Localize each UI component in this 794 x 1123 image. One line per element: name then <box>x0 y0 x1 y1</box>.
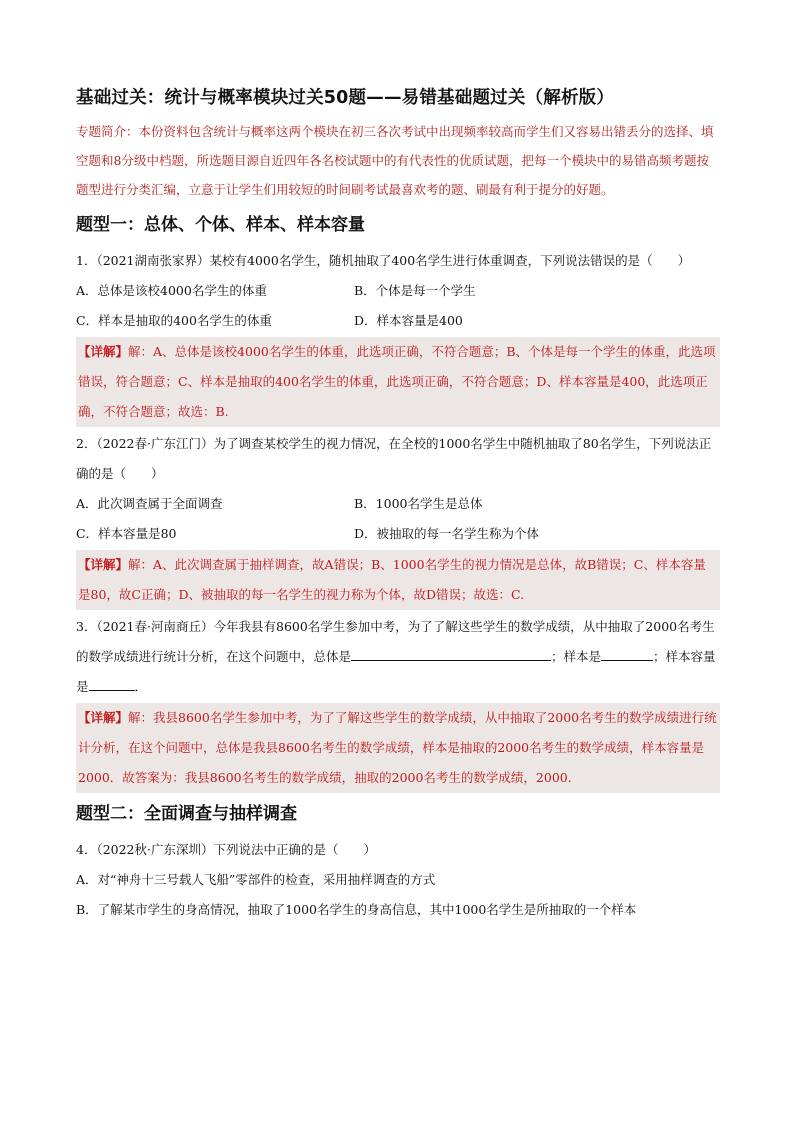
section-heading-2: 题型二：全面调查与抽样调查 <box>76 804 297 824</box>
q3-stem-part-c: ；样本容量是 <box>76 649 716 694</box>
fill-blank-population <box>351 646 551 661</box>
answer-text: 解：A、此次调查属于抽样调查，故A错误；B、1000名学生的视力情况是总体，故B错误；C、样本容量是80，故C正确；D、被抽取的每一名学生的视力称为个体，故D错误；故选：C. <box>78 557 706 602</box>
q1-option-a: A．总体是该校4000名学生的体重 <box>76 283 267 298</box>
fill-blank-sample <box>601 646 653 661</box>
question-1-answer <box>76 337 720 427</box>
answer-text: 解：A、总体是该校4000名学生的体重，此选项正确，不符合题意；B、个体是每一个学生的体重，此选项错误，符合题意；C、样本是抽取的400名学生的体重，此选项正确，不符合题意；D、样本容量是400，此选项正确，不符合题意；故选：B. <box>78 344 716 419</box>
q1-option-d: D．样本容量是400 <box>354 313 463 328</box>
q2-option-b: B．1000名学生是总体 <box>354 496 483 511</box>
question-3-answer <box>76 703 720 793</box>
q4-option-a: A．对“神舟十三号载人飞船”零部件的检查，采用抽样调查的方式 <box>76 872 436 887</box>
question-2-stem: 2．（2022春·广东江门）为了调查某校学生的视力情况，在全校的1000名学生中随机抽取了80名学生，下列说法正确的是（ ） <box>76 436 712 481</box>
q3-stem-part-a: 3．（2021春·河南商丘）今年我县有8600名学生参加中考，为了了解这些学生的数学成绩，从中抽取了2000名考生的数学成绩进行统计分析，在这个问题中，总体是 <box>76 619 715 664</box>
answer-tag: 【详解】 <box>78 344 129 359</box>
q1-option-b: B．个体是每一个学生 <box>354 283 476 298</box>
q2-option-c: C．样本容量是80 <box>76 526 177 541</box>
question-2-answer <box>76 550 720 610</box>
question-4-stem: 4．（2022秋·广东深圳）下列说法中正确的是（ ） <box>76 842 376 857</box>
q2-option-a: A．此次调查属于全面调查 <box>76 496 223 511</box>
document-title: 基础过关：统计与概率模块过关50题——易错基础题过关（解析版） <box>76 88 615 108</box>
fill-blank-sample-size <box>89 676 135 691</box>
topic-intro: 专题简介：本份资料包含统计与概率这两个模块在初三各次考试中出现频率较高而学生们又容易出错丢分的选择、填空题和8分级中档题，所选题目源自近四年各名校试题中的有代表性的优质试题，把每一个模块中的易错高频考题按题型进行分类汇编，立意于让学生们用较短的时间刷考试最喜欢考的题、刷最有利于提分的好题。 <box>76 124 714 197</box>
q2-option-d: D．被抽取的每一名学生称为个体 <box>354 526 540 541</box>
question-2-options <box>76 489 720 549</box>
question-3-stem <box>76 612 720 702</box>
page-content <box>76 84 720 925</box>
q1-option-c: C．样本是抽取的400名学生的体重 <box>76 313 272 328</box>
q4-option-b: B．了解某市学生的身高情况，抽取了1000名学生的身高信息，其中1000名学生是所抽取的一个样本 <box>76 902 637 917</box>
section-heading-1: 题型一：总体、个体、样本、样本容量 <box>76 215 365 235</box>
answer-tag: 【详解】 <box>78 557 129 572</box>
q3-stem-part-d: ． <box>134 679 148 694</box>
question-1-stem: 1．（2021湖南张家界）某校有4000名学生，随机抽取了400名学生进行体重调查，下列说法错误的是（ ） <box>76 253 691 268</box>
answer-tag: 【详解】 <box>78 710 129 725</box>
q3-stem-part-b: ；样本是 <box>551 649 602 664</box>
question-1-options <box>76 276 720 336</box>
answer-text: 解：我县8600名学生参加中考，为了了解这些学生的数学成绩，从中抽取了2000名考生的数学成绩进行统计分析，在这个问题中，总体是我县8600名考生的数学成绩，样本是抽取的2000名考生的数学成绩，样本容量是2000．故答案为：我县8600名考生的数学成绩，抽取的2000名考生的数学成绩，2000． <box>78 710 717 785</box>
